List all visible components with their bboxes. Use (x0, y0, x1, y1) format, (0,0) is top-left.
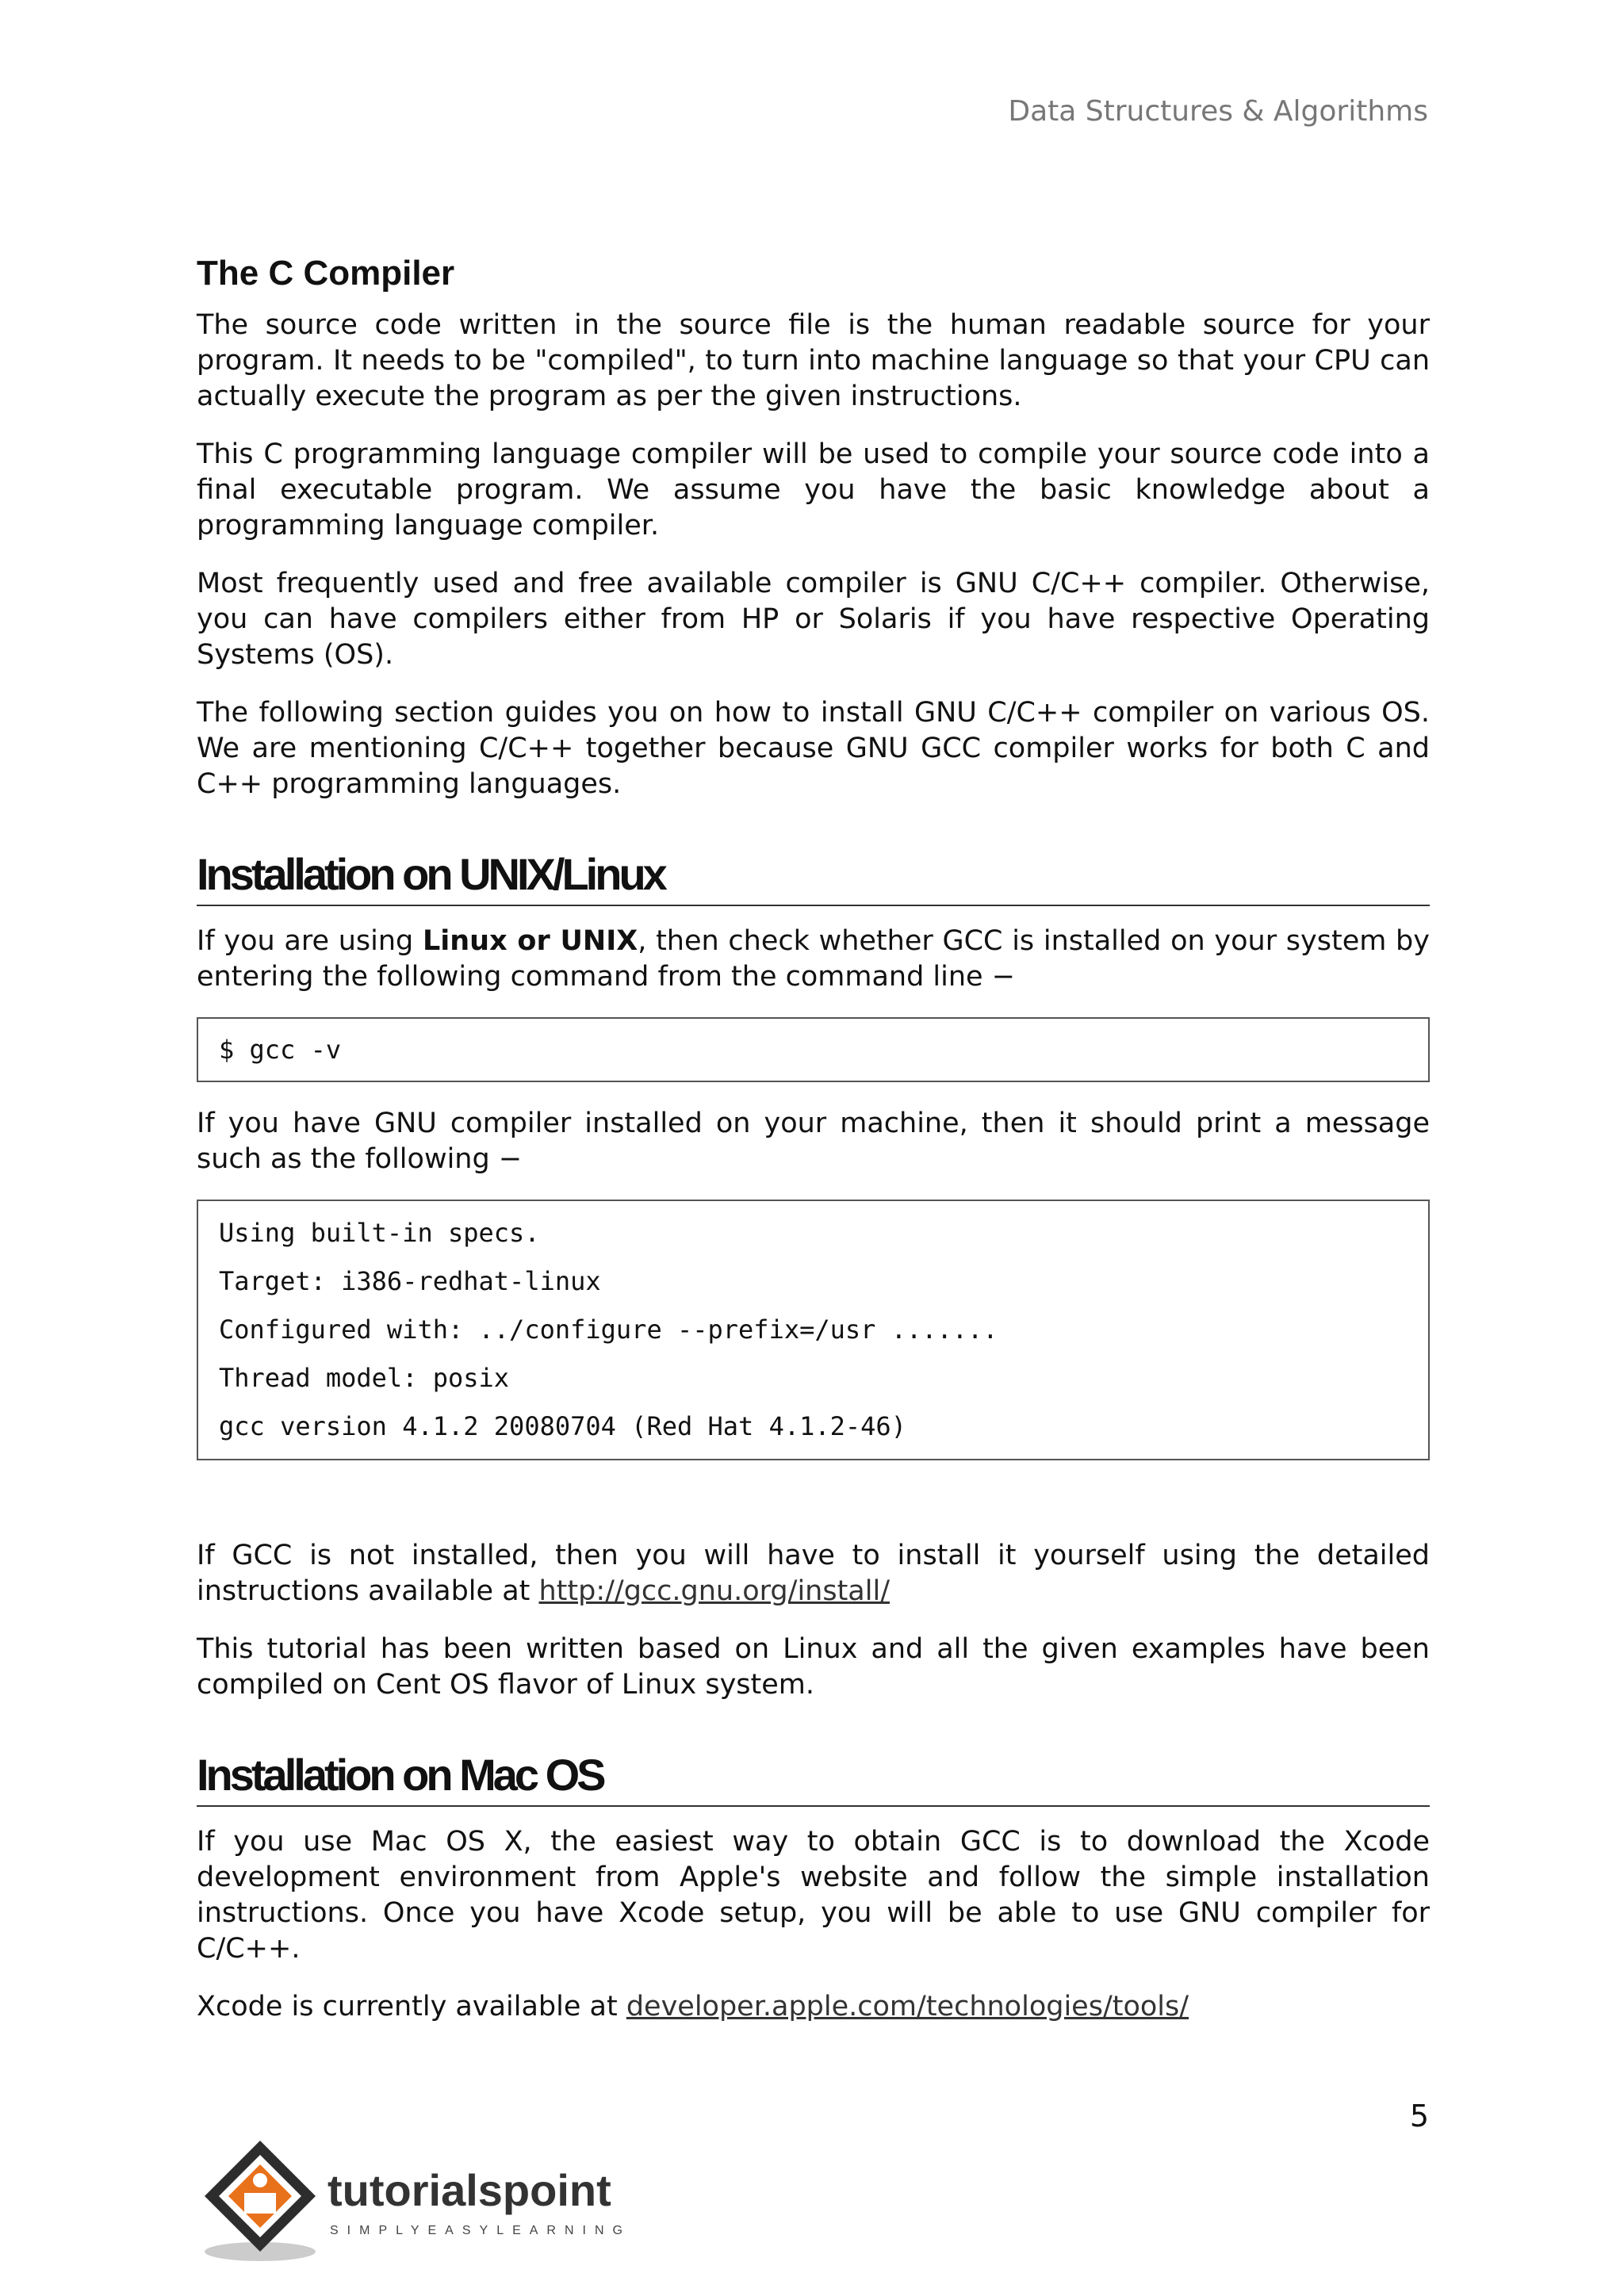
paragraph: Xcode is currently available at developer.apple.com/technologies/tools/ (197, 1991, 1189, 2022)
paragraph: If GCC is not installed, then you will have to install it yourself using the detailed instructions available at http://gcc.gnu.org/install/ (197, 1540, 1430, 1607)
logo-wordmark: tutorialspoint (327, 2165, 611, 2215)
heading-c-compiler: The C Compiler (197, 254, 455, 293)
code-line: gcc version 4.1.2 20080704 (Red Hat 4.1.2-46) (219, 1411, 906, 1441)
paragraph: Most frequently used and free available compiler is GNU C/C++ compiler. Otherwise, you can have compilers either from HP or Solaris if you have respective Operating Systems (OS). (197, 568, 1430, 671)
paragraph: This C programming language compiler will be used to compile your source code into a final executable program. We assume you have the basic knowledge about a programming language compiler. (197, 438, 1430, 541)
page-content (197, 254, 1430, 2047)
paragraph: If you have GNU compiler installed on your machine, then it should print a message such as the following − (197, 1108, 1430, 1175)
code-line: Configured with: ../configure --prefix=/usr ....... (219, 1314, 998, 1345)
paragraph: The source code written in the source file is the human readable source for your program. It needs to be "compiled", to turn into machine language so that your CPU can actually execute the program as per the given instructions. (197, 309, 1430, 412)
gcc-install-link[interactable]: http://gcc.gnu.org/install/ (538, 1575, 890, 1607)
page-number: 5 (1409, 2099, 1429, 2133)
paragraph: This tutorial has been written based on Linux and all the given examples have been compiled on Cent OS flavor of Linux system. (197, 1633, 1430, 1701)
paragraph: The following section guides you on how to install GNU C/C++ compiler on various OS. We are mentioning C/C++ together because GNU GCC compiler works for both C and C++ programming languages. (197, 697, 1430, 800)
heading-install-unix: Installation on UNIX/Linux (197, 848, 1430, 906)
tutorialspoint-logo (197, 2133, 641, 2267)
code-line: Target: i386-redhat-linux (219, 1266, 601, 1296)
code-line: Using built-in specs. (219, 1218, 540, 1248)
logo-tagline: SIMPLYEASYLEARNING (330, 2224, 631, 2237)
command-code-block (197, 1017, 1430, 1082)
paragraph: If you use Mac OS X, the easiest way to obtain GCC is to download the Xcode development environment from Apple's website and follow the simple installation instructions. Once you have Xcode setup, you will be able to use GNU compiler for C/C++. (197, 1826, 1430, 1965)
code-line: $ gcc -v (219, 1035, 342, 1065)
bold-text: Linux or UNIX (422, 925, 638, 957)
running-header: Data Structures & Algorithms (1008, 95, 1428, 128)
xcode-link[interactable]: developer.apple.com/technologies/tools/ (626, 1991, 1189, 2022)
output-code-block (197, 1200, 1430, 1460)
paragraph: If you are using Linux or UNIX, then check whether GCC is installed on your system by entering the following command from the command line − (197, 925, 1430, 993)
heading-install-mac: Installation on Mac OS (197, 1749, 1430, 1807)
logo-mark-icon (197, 2133, 641, 2267)
code-line: Thread model: posix (219, 1363, 510, 1393)
